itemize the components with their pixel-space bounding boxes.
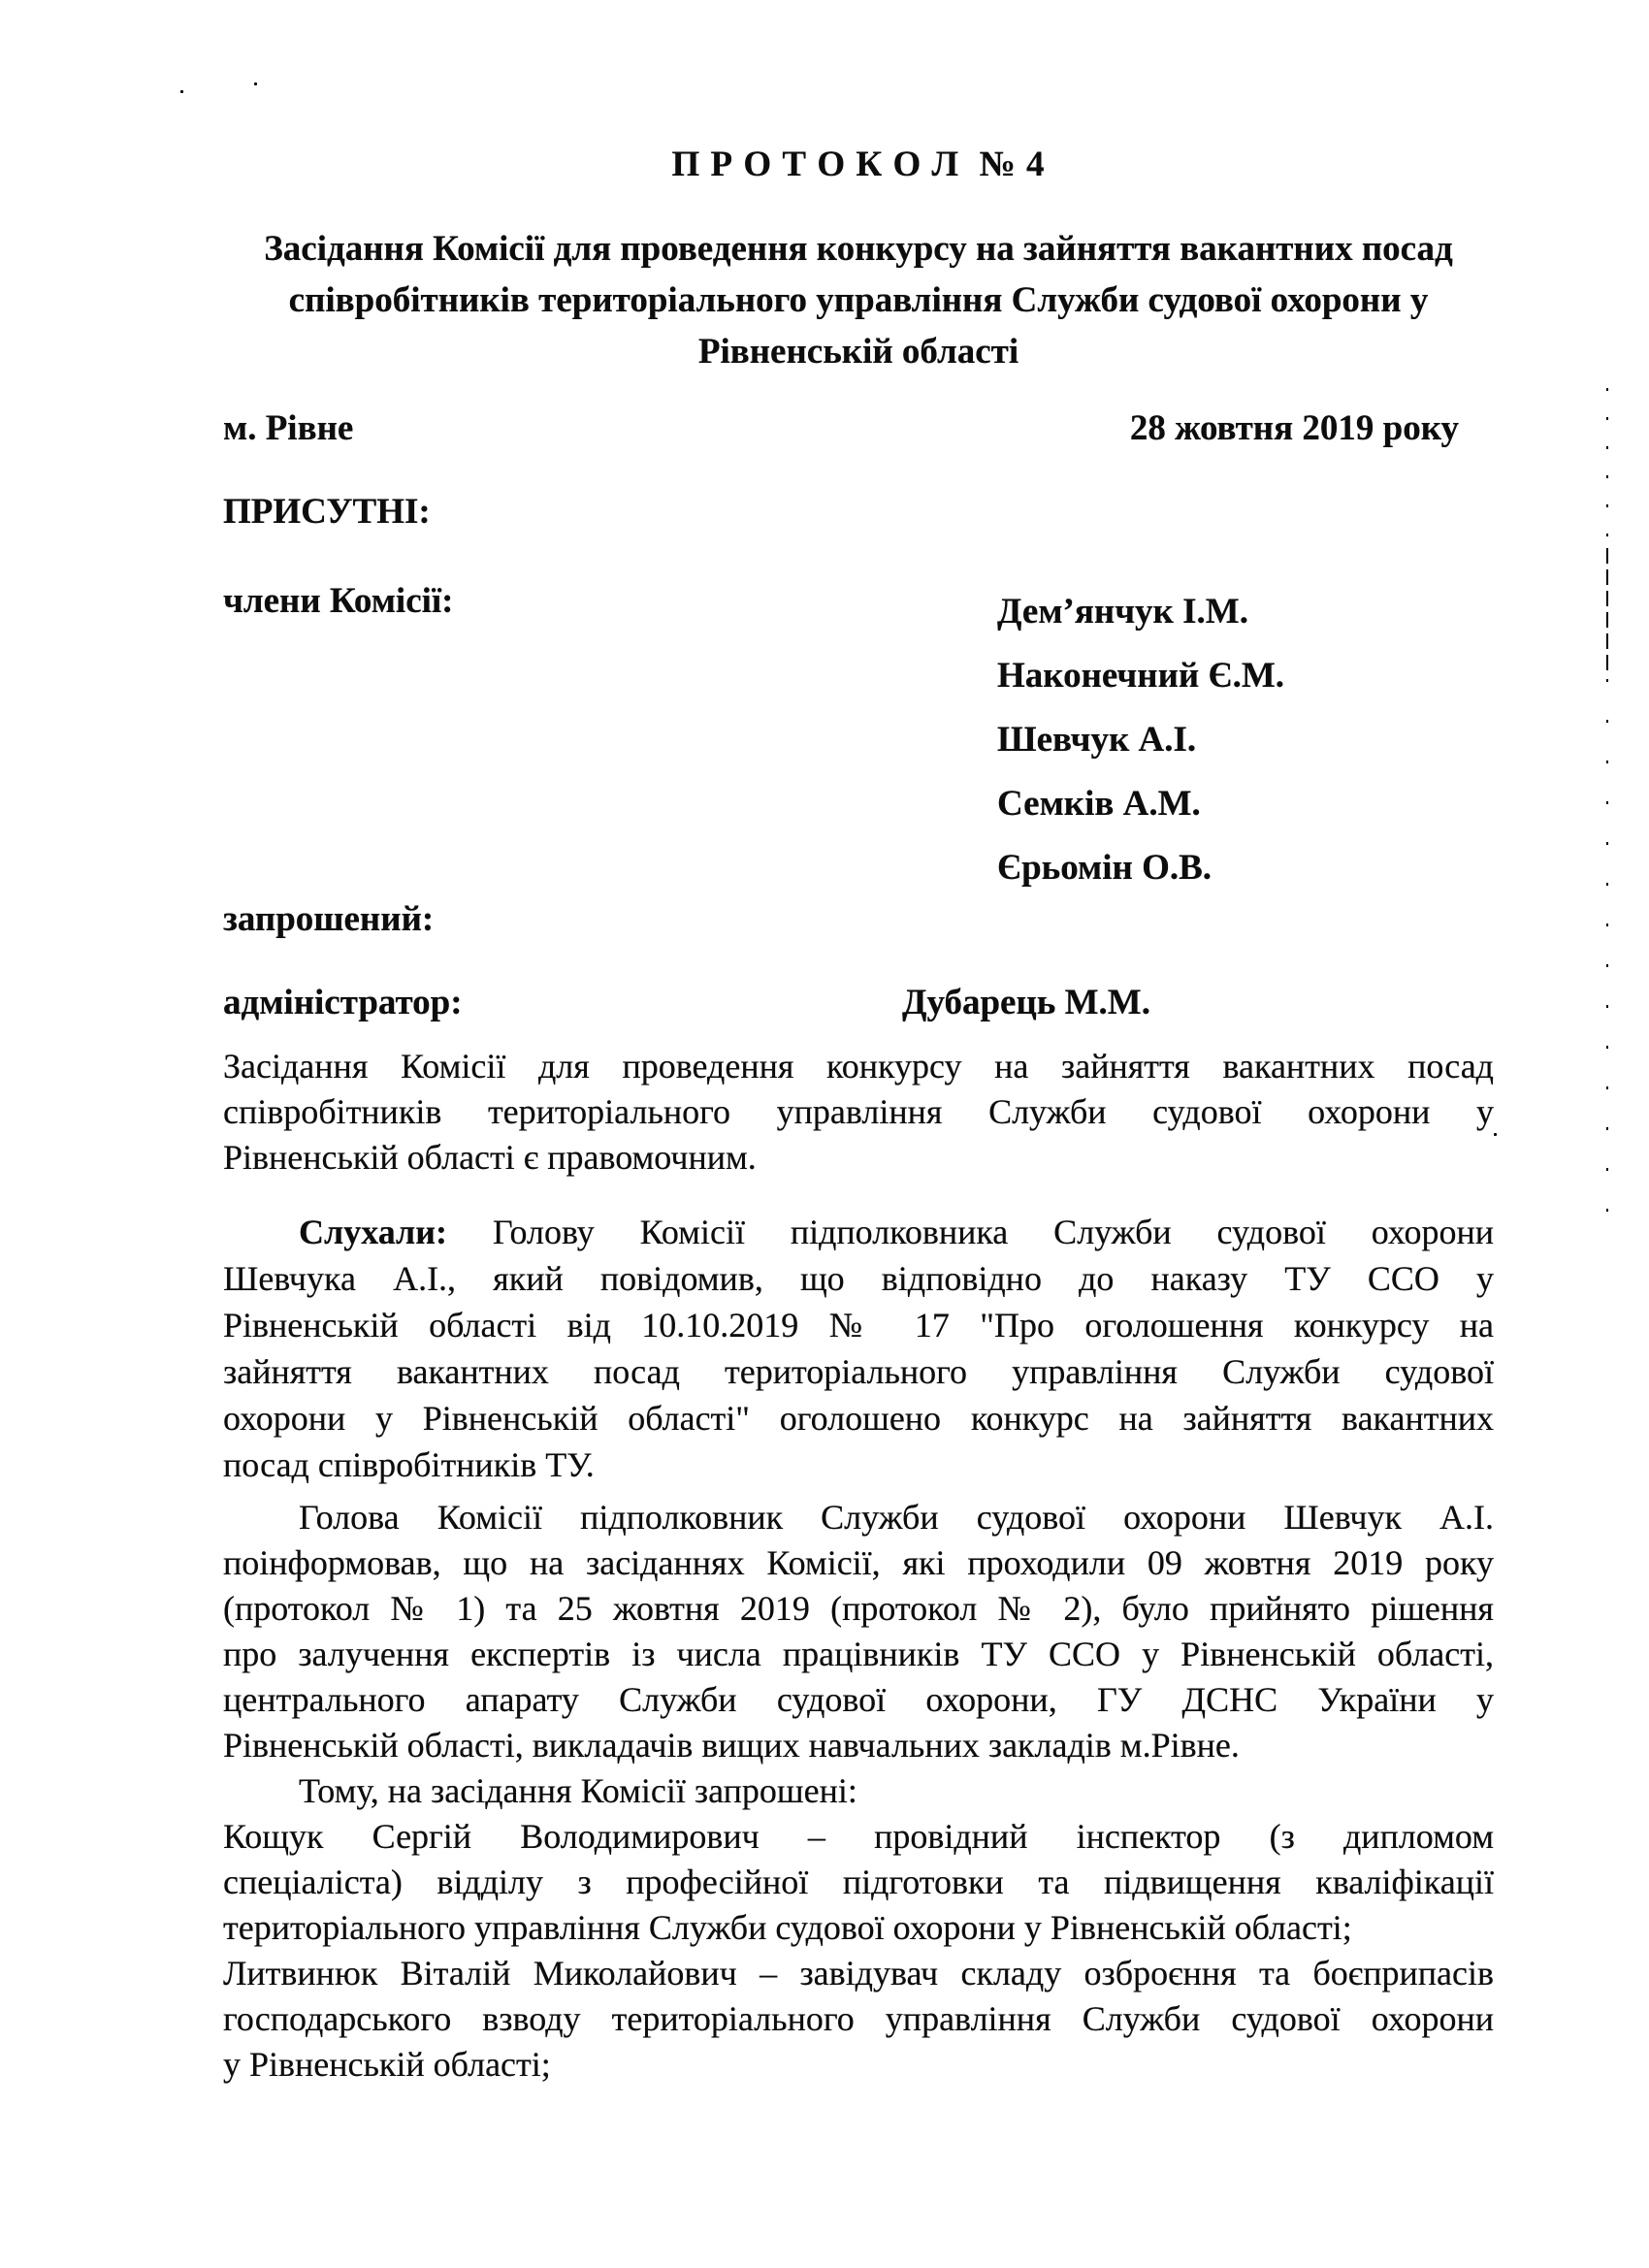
paragraph-line: Тому, на засідання Комісії запрошені: [299, 1771, 857, 1810]
place-label: м. Рівне [223, 408, 354, 448]
member-name: Семків А.М. [997, 784, 1201, 824]
paragraph-quorum [223, 1044, 1494, 1181]
heard-rest: Голову Комісії підполковника Служби судової охорони [492, 1213, 1494, 1251]
heading-line: співробітників територіального управління Служби судової охорони у [288, 280, 1429, 320]
scan-artifact-dashed-line [1606, 548, 1608, 672]
member-name: Шевчук А.І. [997, 720, 1197, 760]
paragraph-line: поінформовав, що на засіданнях Комісії, які проходили 09 жовтня 2019 року [223, 1543, 1494, 1582]
invitee-line: господарського взводу територіального управління Служби судової охорони [223, 1999, 1494, 2038]
paragraph-line: Рівненській області, викладачів вищих навчальних закладів м.Рівне. [223, 1726, 1240, 1765]
members-list [997, 580, 1284, 900]
invitee-line: Литвинюк Віталій Миколайович – завідувач складу озброєння та боєприпасів [223, 1954, 1494, 1993]
paragraph-heard [223, 1209, 1494, 1488]
invitee-line: спеціаліста) відділу з професійної підготовки та підвищення кваліфікації [223, 1863, 1494, 1901]
paragraph-line: про залучення експертів із числа працівників ТУ ССО у Рівненській області, [223, 1635, 1494, 1673]
paragraph-line: (протокол № 1) та 25 жовтня 2019 (протокол № 2), було прийнято рішення [223, 1589, 1494, 1628]
member-name: Єрьомін О.В. [997, 848, 1212, 888]
present-label: ПРИСУТНІ: [223, 492, 431, 532]
paragraph-line: центрального апарату Служби судової охорони, ГУ ДСНС України у [223, 1680, 1494, 1719]
paragraph-line: Голова Комісії підполковник Служби судової охорони Шевчук А.І. [299, 1498, 1494, 1537]
heading-line: Засідання Комісії для проведення конкурсу на зайняття вакантних посад [264, 229, 1453, 269]
invitee-line: у Рівненській області; [223, 2045, 551, 2084]
paragraph-line: зайняття вакантних посад територіального управління Служби судової [223, 1352, 1494, 1391]
paragraph-line: посад співробітників ТУ. [223, 1445, 595, 1484]
invitee-line: територіального управління Служби судової охорони у Рівненській області; [223, 1908, 1352, 1947]
scan-speck [1494, 1133, 1497, 1136]
heading-line: Рівненській області [697, 332, 1019, 372]
paragraph-experts [223, 1495, 1494, 2088]
administrator-name: Дубарець М.М. [902, 983, 1150, 1022]
paragraph-line [223, 1209, 1494, 1255]
scan-speck [180, 90, 183, 93]
paragraph-line: Рівненській області є правомочним. [223, 1138, 757, 1177]
administrator-label: адміністратор: [223, 983, 463, 1022]
member-name: Дем’янчук І.М. [997, 592, 1248, 632]
date-label: 28 жовтня 2019 року [1129, 408, 1459, 448]
document-heading [223, 223, 1494, 377]
heard-lead: Слухали: [299, 1213, 447, 1251]
scan-artifact-dotted-line [1606, 388, 1608, 548]
members-label: члени Комісії: [223, 581, 454, 621]
scan-artifact-dotted-line [1606, 679, 1608, 1213]
scan-speck [254, 82, 257, 85]
invitee-line: Кощук Сергій Володимирович – провідний інспектор (з дипломом [223, 1817, 1494, 1856]
paragraph-line: співробітників територіального управління Служби судової охорони у [223, 1092, 1494, 1131]
invited-label: запрошений: [223, 899, 435, 939]
member-name: Наконечний Є.М. [997, 656, 1285, 696]
paragraph-line: охорони у Рівненській області" оголошено конкурс на зайняття вакантних [223, 1399, 1494, 1438]
document-title: П Р О Т О К О Л № 4 [671, 145, 1046, 184]
paragraph-line: Шевчука А.І., який повідомив, що відповідно до наказу ТУ ССО у [223, 1259, 1494, 1298]
paragraph-line: Засідання Комісії для проведення конкурсу на зайняття вакантних посад [223, 1047, 1494, 1085]
place-date-row [223, 407, 1494, 449]
paragraph-line: Рівненській області від 10.10.2019 № 17 "Про оголошення конкурсу на [223, 1306, 1494, 1345]
